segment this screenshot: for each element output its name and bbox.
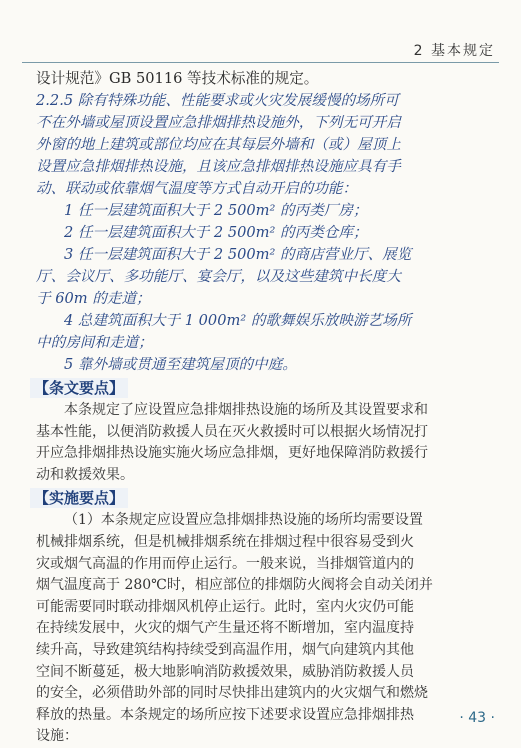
- paragraph-line: 的安全，必须借助外部的同时尽快排出建筑内的火灾烟气和燃烧: [36, 685, 428, 702]
- clause-item-5: 5 靠外墙或贯通至建筑屋顶的中庭。: [64, 356, 297, 373]
- paragraph-line: 续升高，导致建筑结构持续受到高温作用，烟气向建筑内其他: [36, 641, 414, 658]
- clause-intro-line: 设计规范》GB 50116 等技术标准的规定。: [36, 70, 319, 87]
- chapter-title: 2 基本规定: [413, 43, 495, 59]
- clause-line: 动、联动或依靠烟气温度等方式自动开启的功能：: [36, 180, 358, 197]
- paragraph-line: 动和救援效果。: [36, 466, 134, 483]
- clause-item-4: 4 总建筑面积大于 1 000m² 的歌舞娱乐放映游艺场所: [64, 312, 412, 329]
- section-implementation: [36, 486, 477, 748]
- clause-line: 不在外墙或屋顶设置应急排烟排热设施外，下列无可开启: [36, 114, 401, 131]
- section-heading: 【条文要点】: [30, 378, 128, 398]
- paragraph-line: 本条规定了应设置应急排烟排热设施的场所及其设置要求和: [64, 402, 428, 418]
- paragraph-line: 在持续发展中，火灾的烟气产生量还将不断增加，室内温度持: [36, 620, 414, 637]
- section-key-points: [36, 376, 477, 486]
- clause-line: 设置应急排烟排热设施，且该应急排烟排热设施应具有手: [36, 158, 401, 175]
- clause-line: 于 60m 的走道；: [36, 290, 151, 307]
- section-heading: 【实施要点】: [30, 488, 128, 508]
- paragraph-line: 机械排烟系统，但是机械排烟系统在排烟过程中很容易受到火: [36, 533, 414, 550]
- clause-line: 中的房间和走道；: [36, 334, 153, 351]
- paragraph-line: 基本性能，以便消防救援人员在灭火救援时可以根据火场情况打: [36, 423, 428, 440]
- clause-line: 2.2.5 除有特殊功能、性能要求或火灾发展缓慢的场所可: [36, 92, 399, 109]
- paragraph-line: （1）本条规定应设置应急排烟排热设施的场所均需要设置: [64, 512, 423, 529]
- clause-line: 外窗的地上建筑或部位均应在其每层外墙和（或）屋顶上: [36, 136, 401, 153]
- page-content: [34, 68, 477, 748]
- paragraph-line: 空间不断蔓延，极大地影响消防救援效果，威胁消防救援人员: [36, 663, 414, 680]
- paragraph-line: 烟气温度高于 280℃时，相应部位的排烟防火阀将会自动关闭并: [36, 577, 433, 594]
- page-number: · 43 ·: [459, 710, 495, 726]
- clause-line: 厅、会议厅、多功能厅、宴会厅，以及这些建筑中长度大: [36, 268, 401, 285]
- paragraph-line: 释放的热量。本条规定的场所应按下述要求设置应急排烟排热: [36, 706, 414, 723]
- paragraph-line: 可能需要同时联动排烟风机停止运行。此时，室内火灾仍可能: [36, 598, 414, 615]
- page-header: [22, 0, 499, 63]
- clause-item-2: 2 任一层建筑面积大于 2 500m² 的丙类仓库；: [64, 224, 368, 241]
- clause-item-3: 3 任一层建筑面积大于 2 500m² 的商店营业厅、展览: [64, 246, 412, 263]
- clause-2-2-5: [36, 90, 477, 376]
- paragraph-line: 开应急排烟排热设施实施火场应急排烟，更好地保障消防救援行: [36, 445, 428, 462]
- paragraph-line: 灾或烟气高温的作用而停止运行。一般来说，当排烟管道内的: [36, 555, 414, 572]
- paragraph-line: 设施：: [36, 728, 78, 745]
- clause-item-1: 1 任一层建筑面积大于 2 500m² 的丙类厂房；: [64, 202, 368, 219]
